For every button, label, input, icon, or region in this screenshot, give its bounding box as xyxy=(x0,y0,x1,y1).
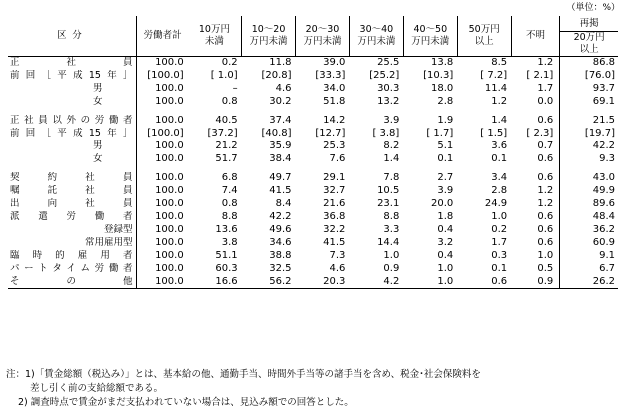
cell-value: 1.0 xyxy=(511,250,560,263)
cell-value: 1.2 xyxy=(511,57,560,70)
cell-value: 20.3 xyxy=(296,276,350,289)
cell-value: 3.3 xyxy=(383,223,400,235)
cell-value: 100.0 xyxy=(155,82,184,94)
table-row xyxy=(8,115,618,128)
cell-value: 60.9 xyxy=(592,236,615,248)
header-bin-4: 40～50 万円未満 xyxy=(403,16,457,57)
cell-value: 2.8 xyxy=(437,95,454,107)
table-row xyxy=(8,185,618,198)
table-row xyxy=(8,172,618,185)
cell-value: 100.0 xyxy=(155,262,184,274)
cell-value: 30.3 xyxy=(377,82,400,94)
cell-value: 39.0 xyxy=(323,57,346,68)
cell-value: 36.8 xyxy=(323,210,346,222)
cell-value: 0.7 xyxy=(511,140,560,153)
cell-value: 93.7 xyxy=(592,82,615,94)
unit-label: （単位：%） xyxy=(566,3,620,13)
cell-value: 1.4 xyxy=(383,153,400,165)
cell-value: 0.6 xyxy=(457,276,511,289)
cell-value: 0.4 xyxy=(437,249,454,261)
cell-value: 3.6 xyxy=(491,140,508,152)
cell-value: 0.1 xyxy=(491,153,508,165)
cell-value: 100.0 xyxy=(155,198,184,210)
header-bin-2: 20～30 万円未満 xyxy=(296,16,350,57)
header-bin-0: 10万円 未満 xyxy=(188,16,242,57)
table-row xyxy=(8,83,618,96)
cell-value: 0.6 xyxy=(511,237,560,250)
cell-value: 40.5 xyxy=(215,114,238,126)
cell-value: 49.6 xyxy=(269,223,292,235)
cell-value: 13.8 xyxy=(430,57,454,68)
cell-value: 89.6 xyxy=(592,198,615,210)
cell-value: 30.2 xyxy=(269,95,292,107)
row-label: 出向社員 xyxy=(8,198,137,211)
cell-value: 3.2 xyxy=(437,236,454,248)
cell-value: [40.8] xyxy=(261,127,292,139)
table-row xyxy=(8,263,618,276)
row-label: 前回［平成15年］ xyxy=(8,70,137,83)
table-row xyxy=(8,153,618,166)
header-reprint-sub: 20万円 以上 xyxy=(560,32,618,57)
cell-value: 20.0 xyxy=(430,198,454,210)
cell-value: 7.6 xyxy=(329,153,346,165)
cell-value: 48.4 xyxy=(592,210,615,222)
table-row xyxy=(8,224,618,237)
cell-value: 1.0 xyxy=(437,262,454,274)
cell-value: 1.9 xyxy=(437,114,454,126)
cell-value: 14.2 xyxy=(323,114,346,126)
cell-value: 41.5 xyxy=(269,185,292,197)
table-row xyxy=(8,128,618,141)
cell-value: 42.2 xyxy=(269,210,292,222)
cell-value: 0.8 xyxy=(221,198,238,210)
row-label: 派遣労働者 xyxy=(8,211,137,224)
cell-value: 25.5 xyxy=(377,57,400,68)
header-bin-1: 10～20 万円未満 xyxy=(242,16,296,57)
cell-value: 0.2 xyxy=(221,57,238,68)
header-bin-3: 30～40 万円未満 xyxy=(349,16,403,57)
cell-value: 0.6 xyxy=(511,115,560,128)
cell-value: [10.3] xyxy=(423,69,454,81)
cell-value: 34.6 xyxy=(269,236,292,248)
cell-value: 8.5 xyxy=(491,57,508,68)
cell-value: [100.0] xyxy=(147,69,184,81)
cell-value: 7.3 xyxy=(329,249,346,261)
table-row xyxy=(8,250,618,263)
cell-value: [100.0] xyxy=(147,127,184,139)
row-label: 女 xyxy=(8,96,137,109)
cell-value: 60.3 xyxy=(215,262,238,274)
cell-value: 11.8 xyxy=(269,57,292,68)
cell-value: [ 7.2] xyxy=(480,69,508,81)
cell-value: 0.5 xyxy=(511,263,560,276)
cell-value: 42.2 xyxy=(592,140,615,152)
cell-value: 0.6 xyxy=(511,172,560,185)
table-row xyxy=(8,96,618,109)
cell-value: 86.8 xyxy=(592,57,615,68)
cell-value: [ 3.8] xyxy=(372,127,400,139)
cell-value: [12.7] xyxy=(315,127,346,139)
cell-value: 1.7 xyxy=(491,236,508,248)
cell-value: 49.7 xyxy=(269,172,292,184)
row-label: 前回［平成15年］ xyxy=(8,128,137,141)
cell-value: 38.4 xyxy=(269,153,292,165)
cell-value: 41.5 xyxy=(323,236,346,248)
row-label: 女 xyxy=(8,153,137,166)
table-row xyxy=(8,237,618,250)
cell-value: [37.2] xyxy=(207,127,238,139)
cell-value: 16.6 xyxy=(188,276,242,289)
cell-value: [25.2] xyxy=(369,69,400,81)
table-row xyxy=(8,140,618,153)
cell-value: 1.2 xyxy=(511,185,560,198)
cell-value: 8.8 xyxy=(221,210,238,222)
cell-value: 51.1 xyxy=(215,249,238,261)
cell-value: 38.8 xyxy=(269,249,292,261)
cell-value: 5.1 xyxy=(437,140,454,152)
cell-value: 14.4 xyxy=(377,236,400,248)
cell-value: 32.5 xyxy=(269,262,292,274)
cell-value: 35.9 xyxy=(269,140,292,152)
cell-value: 69.1 xyxy=(592,95,615,107)
cell-value: [76.0] xyxy=(584,69,615,81)
cell-value: 0.9 xyxy=(511,276,560,289)
cell-value: 1.0 xyxy=(491,210,508,222)
cell-value: [ 2.3] xyxy=(511,128,560,141)
cell-value: 0.3 xyxy=(491,249,508,261)
cell-value: 51.7 xyxy=(215,153,238,165)
row-label: 登録型 xyxy=(8,224,137,237)
cell-value: 1.2 xyxy=(511,198,560,211)
cell-value: 25.3 xyxy=(323,140,346,152)
cell-value: 100.0 xyxy=(155,249,184,261)
cell-value: 49.9 xyxy=(592,185,615,197)
cell-value: 24.9 xyxy=(484,198,508,210)
cell-value: 43.0 xyxy=(592,172,615,184)
cell-value: 3.9 xyxy=(437,185,454,197)
cell-value: 100.0 xyxy=(155,153,184,165)
table-row xyxy=(8,211,618,224)
cell-value: [ 1.7] xyxy=(426,127,454,139)
cell-value: 0.8 xyxy=(221,95,238,107)
row-label: パートタイム労働者 xyxy=(8,263,137,276)
table-row xyxy=(8,57,618,70)
cell-value: 51.8 xyxy=(323,95,346,107)
cell-value: 32.2 xyxy=(323,223,346,235)
cell-value: 26.2 xyxy=(560,276,618,289)
cell-value: 8.2 xyxy=(383,140,400,152)
footnote-1: 注：1)「賃金総額（税込み）」とは、基本給の他、通勤手当、時間外手当等の諸手当を含め、税金･社会保険料を xyxy=(6,369,481,380)
cell-value: 7.4 xyxy=(221,185,238,197)
cell-value: 7.8 xyxy=(383,172,400,184)
cell-value: 0.6 xyxy=(511,211,560,224)
header-reprint: 再掲 xyxy=(560,16,618,32)
cell-value: 6.8 xyxy=(221,172,238,184)
cell-value: 0.1 xyxy=(437,153,454,165)
cell-value: 100.0 xyxy=(155,185,184,197)
cell-value: [ 1.5] xyxy=(480,127,508,139)
cell-value: [20.8] xyxy=(261,69,292,81)
row-label: 常用雇用型 xyxy=(8,237,137,250)
cell-value: 0.4 xyxy=(437,223,454,235)
cell-value: 18.0 xyxy=(430,82,454,94)
cell-value: 0.2 xyxy=(491,223,508,235)
footnote-1-cont: 差し引く前の支給総額である。 xyxy=(30,383,164,394)
cell-value: 1.8 xyxy=(437,210,454,222)
cell-value: 21.2 xyxy=(215,140,238,152)
cell-value: 0.6 xyxy=(511,224,560,237)
wage-distribution-table xyxy=(8,16,618,289)
cell-value: 1.0 xyxy=(403,276,457,289)
cell-value: 29.1 xyxy=(323,172,346,184)
header-total: 労働者計 xyxy=(137,16,188,57)
cell-value: 36.2 xyxy=(592,223,615,235)
cell-value: 3.8 xyxy=(221,236,238,248)
row-label: その他 xyxy=(8,276,137,289)
cell-value: [33.3] xyxy=(315,69,346,81)
cell-value: 21.6 xyxy=(323,198,346,210)
cell-value: 100.0 xyxy=(155,172,184,184)
cell-value: 13.2 xyxy=(377,95,400,107)
cell-value: 11.4 xyxy=(484,82,508,94)
footnote-2: 2) 調査時点で賃金がまだ支払われていない場合は、見込み額での回答とした。 xyxy=(18,397,354,408)
cell-value: 2.7 xyxy=(437,172,454,184)
table-row xyxy=(8,70,618,83)
cell-value: 10.5 xyxy=(377,185,400,197)
cell-value: 100.0 xyxy=(155,114,184,126)
row-label: 正社員以外の労働者 xyxy=(8,115,137,128)
cell-value: [ 1.0] xyxy=(210,69,238,81)
row-label: 嘱託社員 xyxy=(8,185,137,198)
cell-value: 100.0 xyxy=(155,95,184,107)
cell-value: 4.6 xyxy=(329,262,346,274)
cell-value: 4.2 xyxy=(349,276,403,289)
cell-value: 1.2 xyxy=(491,95,508,107)
cell-value: 4.6 xyxy=(275,82,292,94)
cell-value: 0.6 xyxy=(511,153,560,166)
cell-value: 34.0 xyxy=(323,82,346,94)
row-label: 男 xyxy=(8,140,137,153)
table-row xyxy=(8,276,618,289)
cell-value: 0.0 xyxy=(511,96,560,109)
cell-value: 8.4 xyxy=(275,198,292,210)
cell-value: 37.4 xyxy=(269,114,292,126)
cell-value: 3.9 xyxy=(383,114,400,126)
cell-value: 13.6 xyxy=(215,223,238,235)
cell-value: 9.1 xyxy=(599,249,615,261)
cell-value: 1.4 xyxy=(491,114,508,126)
cell-value: 0.9 xyxy=(383,262,400,274)
cell-value: 1.0 xyxy=(383,249,400,261)
header-category: 区分 xyxy=(8,16,137,57)
header-bin-5: 50万円 以上 xyxy=(457,16,511,57)
table-row xyxy=(8,198,618,211)
row-label: 正社員 xyxy=(8,57,137,70)
footnotes xyxy=(6,368,618,410)
cell-value: [19.7] xyxy=(584,127,615,139)
cell-value: 0.1 xyxy=(491,262,508,274)
cell-value: [ 2.1] xyxy=(511,70,560,83)
cell-value: 3.4 xyxy=(491,172,508,184)
header-unknown: 不明 xyxy=(511,16,560,57)
cell-value: 56.2 xyxy=(242,276,296,289)
table-body xyxy=(8,57,618,289)
cell-value: 9.3 xyxy=(599,153,615,165)
cell-value: 6.7 xyxy=(599,262,615,274)
row-label: 男 xyxy=(8,83,137,96)
cell-value: 100.0 xyxy=(137,276,188,289)
row-label: 臨時的雇用者 xyxy=(8,250,137,263)
cell-value: 100.0 xyxy=(155,57,184,68)
cell-value: 23.1 xyxy=(377,198,400,210)
cell-value: 21.5 xyxy=(592,114,615,126)
cell-value: 2.8 xyxy=(491,185,508,197)
cell-value: 32.7 xyxy=(323,185,346,197)
cell-value: 100.0 xyxy=(155,236,184,248)
row-label: 契約社員 xyxy=(8,172,137,185)
cell-value: – xyxy=(232,82,238,94)
cell-value: 1.7 xyxy=(511,83,560,96)
cell-value: 100.0 xyxy=(155,140,184,152)
cell-value: 8.8 xyxy=(383,210,400,222)
cell-value: 100.0 xyxy=(155,223,184,235)
cell-value: 100.0 xyxy=(155,210,184,222)
